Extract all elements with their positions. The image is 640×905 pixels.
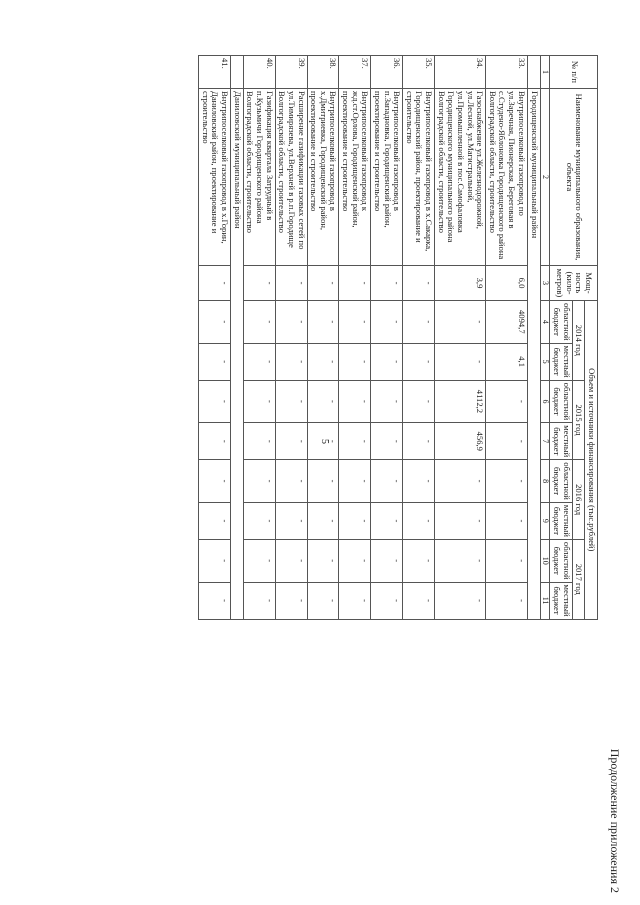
table-row xyxy=(403,56,435,620)
capacity-value: - xyxy=(403,266,435,301)
funding-value: - xyxy=(403,460,435,503)
table-row xyxy=(339,56,371,620)
header-name: Наименование муниципального образования, объекта xyxy=(550,89,598,266)
header-local: местный бюджет xyxy=(550,502,572,539)
funding-value: - xyxy=(199,582,231,619)
column-index: 11 xyxy=(540,582,550,619)
table-row xyxy=(371,56,403,620)
column-index: 10 xyxy=(540,539,550,582)
funding-value: - xyxy=(371,423,403,460)
funding-value: - xyxy=(339,460,371,503)
object-name: Внутрипоселковый газопровод в х.Горин, Даниловский район, проектирование и строительство xyxy=(199,89,231,266)
column-index: 5 xyxy=(540,343,550,380)
table-row xyxy=(243,56,275,620)
financing-table xyxy=(198,55,598,620)
header-capacity: Мощ-ность (кило-метров) xyxy=(550,266,598,301)
column-index: 4 xyxy=(540,301,550,344)
funding-value: - xyxy=(486,460,528,503)
header-volume: Объем и источники финансирования (тыс.рублей) xyxy=(585,301,598,620)
funding-value: - xyxy=(199,460,231,503)
funding-value: - xyxy=(403,582,435,619)
funding-value: - xyxy=(307,460,339,503)
funding-value: - xyxy=(486,502,528,539)
funding-value: - xyxy=(275,539,307,582)
object-name: Газификация квартала Затрудный в п.Кузьмичи Городищенского района Волгоградской области, строительство xyxy=(243,89,275,266)
funding-value: - xyxy=(403,343,435,380)
header-year-2016: 2016 год xyxy=(572,460,585,540)
table-row xyxy=(199,56,231,620)
funding-value: - xyxy=(403,423,435,460)
funding-value: - xyxy=(486,423,528,460)
capacity-value: - xyxy=(199,266,231,301)
row-number: 33. xyxy=(486,56,528,89)
funding-value: - xyxy=(275,582,307,619)
header-regional: областной бюджет xyxy=(550,460,572,503)
header-year-2014: 2014 год xyxy=(572,301,585,381)
column-index: 3 xyxy=(540,266,550,301)
funding-value: 4112,2 xyxy=(435,380,486,423)
funding-value: - xyxy=(275,301,307,344)
column-index: 7 xyxy=(540,423,550,460)
funding-value: - xyxy=(339,343,371,380)
header-local: местный бюджет xyxy=(550,343,572,380)
header-year-2017: 2017 год xyxy=(572,539,585,619)
column-index: 9 xyxy=(540,502,550,539)
funding-value: - xyxy=(243,343,275,380)
object-name: Внутрипоселковый газопровод по ул.Заречная, Пионерская, Береговая в с.Студено-Яблоновка Городищенского района Волгоградской области, строительство xyxy=(486,89,528,266)
funding-value: - xyxy=(243,582,275,619)
funding-value: - xyxy=(403,380,435,423)
funding-value: - xyxy=(243,301,275,344)
funding-value: - xyxy=(339,423,371,460)
funding-value: 4094,7 xyxy=(486,301,528,344)
funding-value: - xyxy=(435,460,486,503)
header-local: местный бюджет xyxy=(550,582,572,619)
object-name: Внутрипоселковый газопровод в х.Дмитриевка, Городищенский район, проектирование и строительство xyxy=(307,89,339,266)
header-year-2015: 2015 год xyxy=(572,380,585,460)
funding-value: - xyxy=(243,380,275,423)
funding-value: - xyxy=(403,301,435,344)
page-number: 5 xyxy=(319,439,330,444)
section-row xyxy=(527,56,540,620)
capacity-value: - xyxy=(275,266,307,301)
section-title: Городищенский муниципальный район xyxy=(527,89,540,620)
row-number: 34. xyxy=(435,56,486,89)
funding-value: - xyxy=(435,301,486,344)
capacity-value: - xyxy=(371,266,403,301)
column-index: 2 xyxy=(540,89,550,266)
object-name: Расширение газификации газовых сетей по ул.Тимирязева, ул.Верхней в р.п.Городище Волгоградской области, строительство xyxy=(275,89,307,266)
capacity-value: - xyxy=(339,266,371,301)
section-title: Даниловский муниципальный район xyxy=(230,89,243,620)
header-regional: областной бюджет xyxy=(550,539,572,582)
column-index: 8 xyxy=(540,460,550,503)
funding-value: - xyxy=(243,539,275,582)
capacity-value: - xyxy=(243,266,275,301)
funding-value: - xyxy=(243,423,275,460)
funding-value: - xyxy=(435,343,486,380)
funding-value: - xyxy=(435,539,486,582)
funding-value: - xyxy=(275,343,307,380)
object-name: Внутрипоселковый газопровод в п.Западновка, Городищенский район, проектирование и строительство xyxy=(371,89,403,266)
column-index-row xyxy=(540,56,550,620)
funding-value: - xyxy=(403,502,435,539)
row-number: 40. xyxy=(243,56,275,89)
header-regional: областной бюджет xyxy=(550,301,572,344)
funding-value: - xyxy=(275,380,307,423)
funding-value: - xyxy=(486,582,528,619)
funding-value: - xyxy=(307,582,339,619)
column-index: 6 xyxy=(540,380,550,423)
capacity-value: 3,9 xyxy=(435,266,486,301)
header-no: № п/п xyxy=(550,56,598,89)
funding-value: - xyxy=(275,502,307,539)
header-local: местный бюджет xyxy=(550,423,572,460)
funding-value: - xyxy=(403,539,435,582)
row-number: 36. xyxy=(371,56,403,89)
funding-value: - xyxy=(199,343,231,380)
funding-value: - xyxy=(371,539,403,582)
header-regional: областной бюджет xyxy=(550,380,572,423)
row-number: 38. xyxy=(307,56,339,89)
funding-value: - xyxy=(339,582,371,619)
appendix-caption: Продолжение приложения 2 xyxy=(608,748,622,893)
funding-value: - xyxy=(199,502,231,539)
funding-value: - xyxy=(339,539,371,582)
funding-value: - xyxy=(339,301,371,344)
funding-value: - xyxy=(371,460,403,503)
column-index: 1 xyxy=(540,56,550,89)
funding-value: - xyxy=(339,380,371,423)
capacity-value: - xyxy=(307,266,339,301)
funding-value: - xyxy=(435,582,486,619)
object-name: Внутрипоселковый газопровод в х.Сакарка, Городищенский район, проектирование и строительство xyxy=(403,89,435,266)
funding-value: - xyxy=(199,423,231,460)
funding-value: - xyxy=(486,539,528,582)
table-row xyxy=(275,56,307,620)
row-number: 39. xyxy=(275,56,307,89)
funding-value: - xyxy=(307,343,339,380)
table-row xyxy=(435,56,486,620)
funding-value: - xyxy=(243,460,275,503)
funding-value: - xyxy=(307,380,339,423)
funding-value: - xyxy=(435,502,486,539)
funding-value: 4,1 xyxy=(486,343,528,380)
funding-value: - xyxy=(307,502,339,539)
object-name: Внутрипоселковый газопровод к жд.ст.Орлова, Городищенский район, проектирование и строительство xyxy=(339,89,371,266)
funding-value: - xyxy=(199,539,231,582)
funding-value: - xyxy=(371,502,403,539)
funding-value: - xyxy=(371,301,403,344)
funding-value: - xyxy=(486,380,528,423)
funding-value: - xyxy=(307,539,339,582)
funding-value: - xyxy=(371,582,403,619)
funding-value: - xyxy=(371,343,403,380)
row-number: 41. xyxy=(199,56,231,89)
table-row xyxy=(486,56,528,620)
funding-value: - xyxy=(339,502,371,539)
funding-value: 456,9 xyxy=(435,423,486,460)
funding-value: - xyxy=(371,380,403,423)
funding-value: - xyxy=(199,301,231,344)
row-number: 35. xyxy=(403,56,435,89)
capacity-value: 6,0 xyxy=(486,266,528,301)
section-row xyxy=(230,56,243,620)
table-row xyxy=(307,56,339,620)
funding-value: - xyxy=(243,502,275,539)
row-number: 37. xyxy=(339,56,371,89)
funding-value: - xyxy=(275,423,307,460)
table-body xyxy=(199,56,540,620)
object-name: Газоснабжение ул.Железнодорожной, ул.Лесной, ул.Магистральной, ул.Промышленной в пос.Самофаловка Городищенского муниципального района Волгоградской области, строительство xyxy=(435,89,486,266)
funding-value: - xyxy=(199,380,231,423)
funding-value: - xyxy=(307,301,339,344)
funding-value: - xyxy=(307,423,339,460)
funding-value: - xyxy=(275,460,307,503)
